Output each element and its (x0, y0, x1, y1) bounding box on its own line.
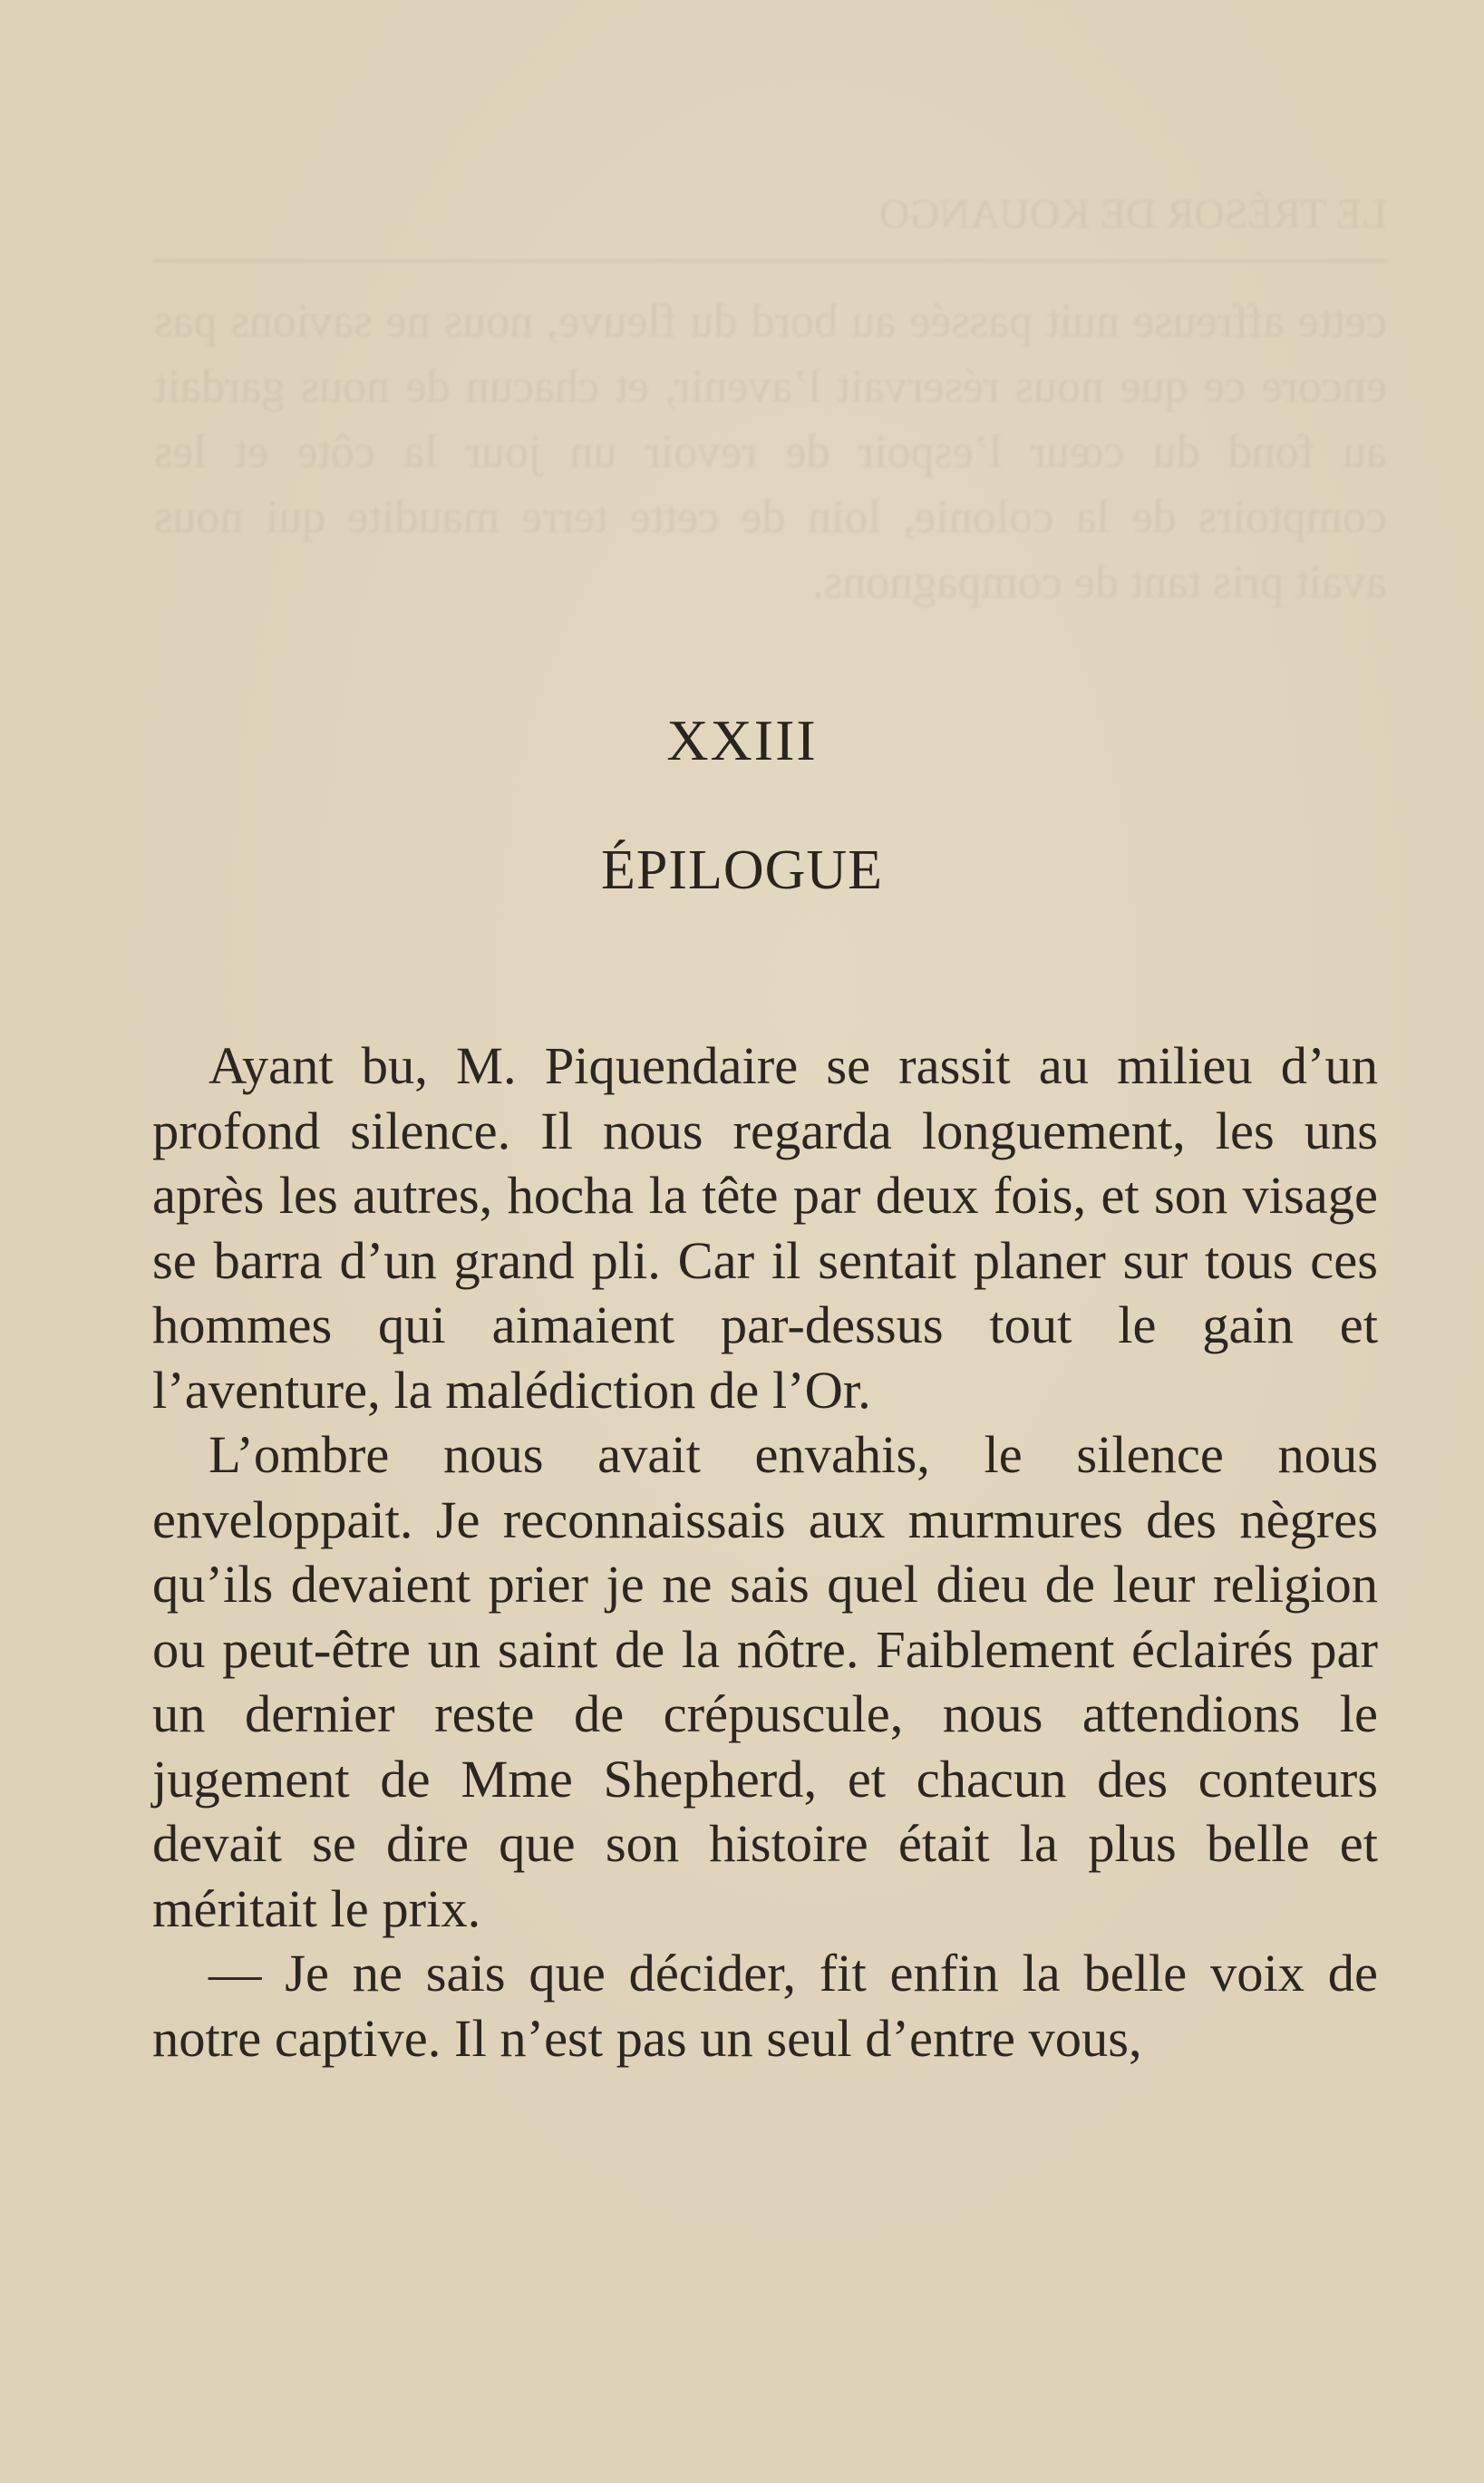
paragraph: L’ombre nous avait envahis, le silence nous enveloppait. Je reconnaissais aux murmures des nègres qu’ils devaient prier je ne sais quel dieu de leur religion ou peut-être un saint de la nôtre. Faiblement éclairés par un dernier reste de crépuscule, nous attendions le jugement de Mme Shepherd, et chacun des conteurs devait se dire que son histoire était la plus belle et méritait le prix. (152, 1425, 1378, 1938)
chapter-number: XXIII (666, 708, 818, 772)
chapter-title: ÉPILOGUE (600, 839, 884, 901)
chapter-body (152, 1033, 1378, 2071)
paragraph: — Je ne sais que décider, fit enfin la belle voix de notre captive. Il n’est pas un seul d’entre vous, (152, 1944, 1378, 2068)
paragraph: Ayant bu, M. Piquendaire se rassit au milieu d’un profond silence. Il nous regarda longuement, les uns après les autres, hocha la tête par deux fois, et son visage se barra d’un grand pli. Car il sentait planer sur tous ces hommes qui aimaient par-dessus tout le gain et l’aventure, la malédiction de l’Or. (152, 1036, 1378, 1420)
show-through-reverse-text: LE TRÉSOR DE KOUANGO cette affreuse nuit passée au bord du fleuve, nous ne savions pas encore ce que nous réservait l’avenir, et chacun de nous gardait au fond du cœur l’espoir de revoir un jour la côte et les comptoirs de la colonie, loin de cette terre maudite qui nous avait pris tant de compagnons. (154, 181, 1387, 616)
